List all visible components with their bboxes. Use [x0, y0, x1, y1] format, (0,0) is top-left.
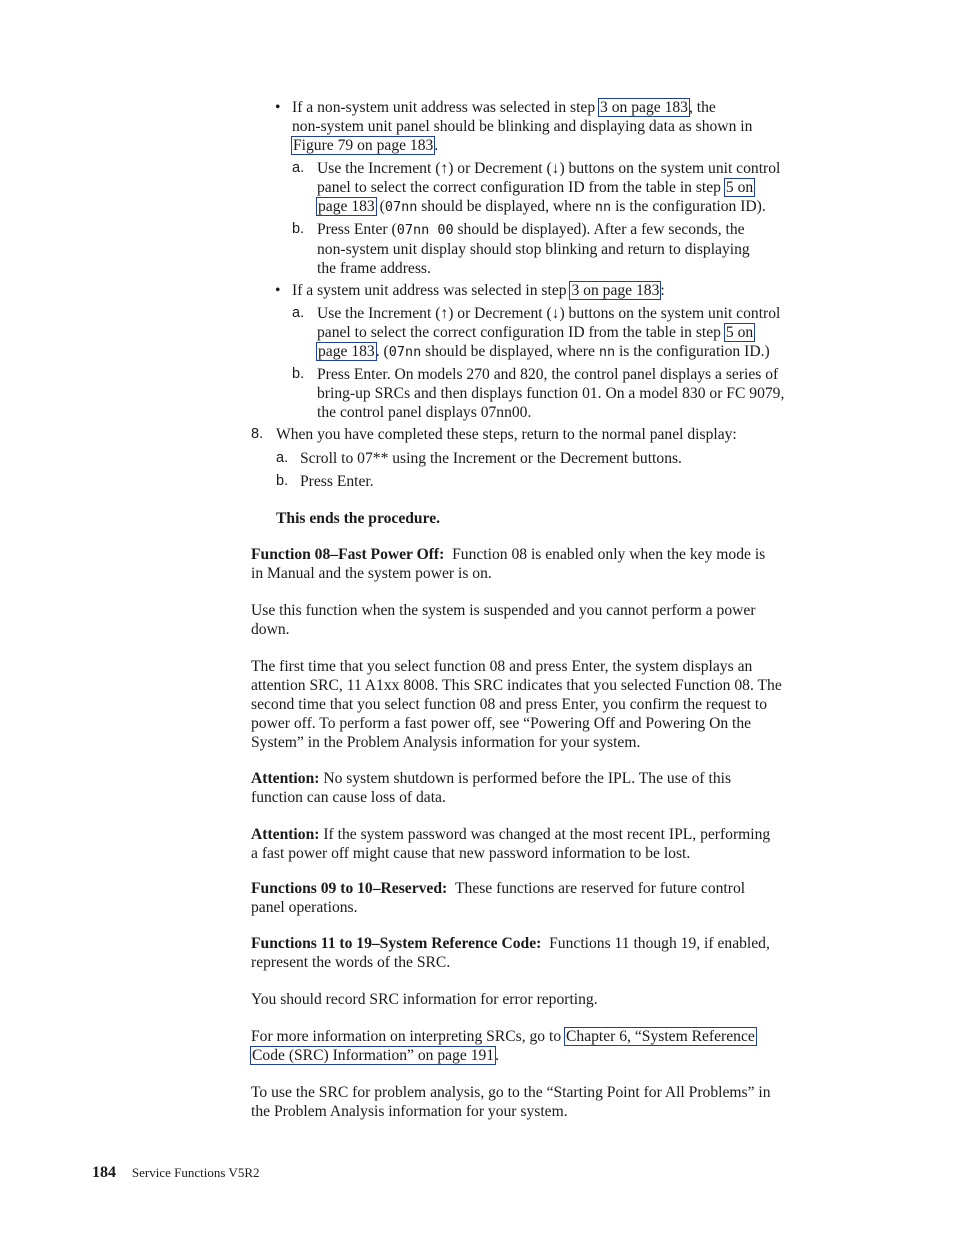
bullet-marker: •: [275, 99, 281, 116]
bullet1-a-text: Use the Increment (↑) or Decrement (↓) buttons on the system unit control panel to select the correct configuration ID from the table in step 5 on page 183 (07nn should be displayed, where nn is the configuration ID).: [317, 160, 781, 215]
step-number: 8.: [251, 426, 264, 442]
attention-label: Attention:: [251, 770, 320, 787]
list-label-a: a.: [292, 160, 305, 176]
link-figure79[interactable]: Figure 79 on page 183: [293, 137, 434, 154]
step8-text: When you have completed these steps, return to the normal panel display:: [276, 426, 737, 443]
bullet1-b-text: Press Enter (07nn 00 should be displayed). After a few seconds, the non-system unit display should stop blinking and return to displaying the frame address.: [317, 221, 750, 277]
list-label-b: b.: [292, 366, 305, 382]
bullet2-b-text: Press Enter. On models 270 and 820, the control panel displays a series of bring-up SRCs and then displays function 01. On a model 830 or FC 9079, the control panel displays 07nn00.: [317, 366, 785, 421]
link-chapter6-page191[interactable]: Code (SRC) Information” on page 191: [252, 1047, 495, 1064]
list-label-b: b.: [276, 473, 289, 489]
procedure-end: This ends the procedure.: [276, 510, 441, 527]
use-function-paragraph: Use this function when the system is suspended and you cannot perform a power down.: [251, 602, 756, 638]
step8-b-text: Press Enter.: [300, 473, 374, 490]
record-paragraph: You should record SRC information for error reporting.: [251, 991, 598, 1008]
functions11-19-heading: Functions 11 to 19–System Reference Code:: [251, 935, 542, 952]
first-time-paragraph: The first time that you select function 08 and press Enter, the system displays an attention SRC, 11 A1xx 8008. This SRC indicates that you selected Function 08. The second time that you select function 08 and press Enter, you confirm the request to power off. To perform a fast power off, see “Powering Off and Powering On the System” in the Problem Analysis information for your system.: [251, 658, 782, 751]
link-chapter6[interactable]: Chapter 6, “System Reference: [566, 1028, 755, 1045]
link-step3-page183[interactable]: 3 on page 183: [600, 99, 688, 116]
attention-label: Attention:: [251, 826, 320, 843]
bullet1-text: If a non-system unit address was selected in step 3 on page 183, the non-system unit panel should be blinking and displaying data as shown in Figure 79 on page 183.: [292, 99, 753, 154]
link-step3-page183[interactable]: 3 on page 183: [571, 282, 660, 299]
functions11-19-paragraph: Functions 11 to 19–System Reference Code: Functions 11 though 19, if enabled, represent the words of the SRC.: [251, 935, 770, 971]
link-step5[interactable]: 5 on: [725, 179, 754, 196]
step8-a-text: Scroll to 07** using the Increment or the Decrement buttons.: [300, 450, 682, 467]
attention-paragraph-2: Attention: If the system password was changed at the most recent IPL, performing a fast power off might cause that new password information to be lost.: [251, 826, 771, 862]
more-info-paragraph: For more information on interpreting SRCs, go to Chapter 6, “System Reference Code (SRC) Information” on page 191.: [251, 1028, 755, 1064]
link-step5[interactable]: 5 on: [725, 324, 754, 341]
function08-paragraph: Function 08–Fast Power Off: Function 08 is enabled only when the key mode is in Manual and the system power is on.: [251, 546, 766, 582]
link-page183[interactable]: page 183: [318, 343, 375, 360]
bullet2-a-text: Use the Increment (↑) or Decrement (↓) buttons on the system unit control panel to select the correct configuration ID from the table in step 5 on page 183. (07nn should be displayed, where nn is the configuration ID.): [317, 305, 781, 360]
functions09-10-paragraph: Functions 09 to 10–Reserved: These functions are reserved for future control panel operations.: [251, 880, 746, 916]
link-page183[interactable]: page 183: [318, 198, 375, 215]
functions09-10-heading: Functions 09 to 10–Reserved:: [251, 880, 448, 897]
list-label-b: b.: [292, 221, 305, 237]
list-label-a: a.: [292, 305, 305, 321]
bullet-marker: •: [275, 282, 281, 299]
to-use-paragraph: To use the SRC for problem analysis, go to the “Starting Point for All Problems” in the Problem Analysis information for your system.: [251, 1084, 771, 1120]
bullet2-text: If a system unit address was selected in step 3 on page 183:: [292, 282, 665, 299]
book-title: Service Functions V5R2: [131, 1165, 260, 1180]
page-number: 184: [92, 1164, 116, 1181]
function08-heading: Function 08–Fast Power Off:: [251, 546, 445, 563]
page-footer: [92, 1163, 260, 1182]
list-label-a: a.: [276, 450, 289, 466]
attention-paragraph-1: Attention: No system shutdown is performed before the IPL. The use of this function can cause loss of data.: [251, 770, 732, 806]
